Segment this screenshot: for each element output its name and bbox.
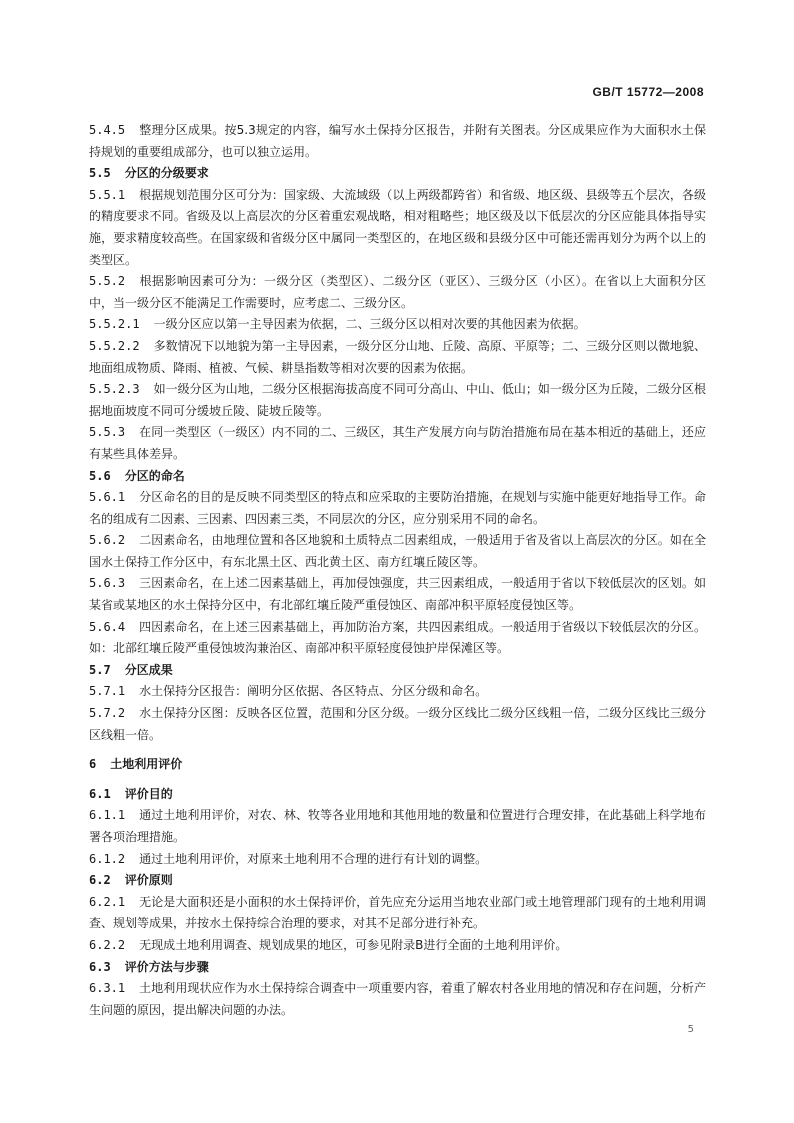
standard-number: GB/T 15772—2008 [592,85,704,99]
clause-text: 分区的命名 [124,468,185,483]
clause-number: 5.6.4 [89,619,126,634]
clause-text: 水土保持分区图：反映各区位置，范围和分区分级。一级分区线比二级分区线粗一倍，二级分区线比三级分区线粗一倍。 [89,706,706,742]
clause-text: 分区的分级要求 [124,166,209,181]
clause-text: 通过土地利用评价，对农、林、牧等各业用地和其他用地的数量和位置进行合理安排，在此基础上科学地布署各项治理措施。 [89,808,706,844]
section-heading [89,754,706,776]
clause-number: 6.2.1 [89,894,126,909]
clause-text: 评价目的 [124,786,173,801]
clause-text: 土地利用现状应作为水土保持综合调查中一项重要内容，着重了解农村各业用地的情况和存在问题，分析产生问题的原因，提出解决问题的办法。 [89,981,706,1017]
page-number: 5 [687,1024,694,1035]
clause-text: 如一级分区为山地，二级分区根据海拔高度不同可分高山、中山、低山；如一级分区为丘陵，二级分区根据地面坡度不同可分缓坡丘陵、陡坡丘陵等。 [89,382,706,418]
clause-text: 二因素命名，由地理位置和各区地貌和土质特点二因素组成，一般适用于省及省以上高层次的分区。如在全国水土保持工作分区中，有东北黑土区、西北黄土区、南方红壤丘陵区等。 [89,533,706,569]
clause-text: 多数情况下以地貌为第一主导因素，一级分区分山地、丘陵、高原、平原等；二、三级分区则以微地貌、地面组成物质、降雨、植被、气候、耕垦指数等相对次要的因素为依据。 [89,338,706,375]
clause-number: 5.5.2.2 [89,338,140,353]
clause-paragraph [89,120,706,163]
clause-text: 分区命名的目的是反映不同类型区的特点和应采取的主要防治措施，在规划与实施中能更好地指导工作。命名的组成有二因素、三因素、四因素三类，不同层次的分区，应分别采用不同的命名。 [89,490,706,526]
clause-number: 6.2.2 [89,937,126,952]
clause-paragraph [89,935,706,957]
clause-paragraph [89,805,706,848]
clause-text: 在同一类型区（一级区）内不同的二、三级区，其生产发展方向与防治措施布局在基本相近的基础上，还应有某些具体差异。 [89,425,706,461]
clause-number: 5.5.1 [89,187,126,202]
clause-text: 分区成果 [124,662,173,677]
clause-number: 5.5.3 [89,425,126,440]
clause-number: 5.6.2 [89,533,126,548]
clause-text: 水土保持分区报告：阐明分区依据、各区特点、分区分级和命名。 [139,684,488,699]
document-body [89,120,706,1021]
clause-number: 5.5 [89,166,111,181]
clause-number: 6.3 [89,959,111,974]
clause-text: 土地利用评价 [110,757,183,772]
clause-number: 5.7.2 [89,706,126,721]
clause-text: 无论是大面积还是小面积的水土保持评价，首先应充分运用当地农业部门或土地管理部门现有的土地利用调查、规划等成果，并按水土保持综合治理的要求，对其不足部分进行补充。 [89,894,706,931]
section-heading [89,660,706,682]
clause-number: 6.1.1 [89,808,126,823]
clause-text: 一级分区应以第一主导因素为依据，二、三级分区以相对次要的其他因素为依据。 [153,317,586,332]
section-heading [89,870,706,892]
clause-text: 评价方法与步骤 [124,959,209,974]
clause-text: 三因素命名，在上述二因素基础上，再加侵蚀强度，共三因素组成，一般适用于省以下较低层次的区划。如某省或某地区的水土保持分区中，有北部红壤丘陵严重侵蚀区、南部冲积平原轻度侵蚀区等。 [89,576,706,613]
clause-number: 5.7.1 [89,684,126,699]
clause-paragraph [89,271,706,314]
section-heading [89,466,706,488]
clause-text: 四因素命名，在上述三因素基础上，再加防治方案，共四因素组成。一般适用于省级以下较低层次的分区。如：北部红壤丘陵严重侵蚀坡沟兼治区、南部冲积平原轻度侵蚀护岸保滩区等。 [89,619,706,656]
clause-paragraph [89,487,706,530]
clause-paragraph [89,849,706,871]
clause-paragraph [89,617,706,660]
section-heading [89,163,706,185]
clause-paragraph [89,681,706,703]
clause-number: 6.1 [89,786,111,801]
clause-text: 评价原则 [124,873,173,888]
clause-number: 5.6 [89,468,111,483]
clause-number: 5.5.2.1 [89,317,140,332]
clause-paragraph [89,314,706,336]
clause-number: 6.2 [89,873,111,888]
clause-paragraph [89,422,706,465]
clause-paragraph [89,703,706,746]
section-gap [89,776,706,784]
clause-paragraph [89,530,706,573]
clause-number: 6 [89,757,97,772]
section-heading [89,957,706,979]
clause-number: 5.4.5 [89,123,126,137]
section-gap [89,746,706,754]
clause-text: 无现成土地利用调查、规划成果的地区，可参见附录B进行全面的土地利用评价。 [139,937,568,952]
clause-text: 根据影响因素可分为：一级分区（类型区）、二级分区（亚区）、三级分区（小区）。在省以上大面积分区中，当一级分区不能满足工作需要时，应考虑二、三级分区。 [89,274,706,310]
clause-paragraph [89,978,706,1021]
clause-number: 5.5.2 [89,274,126,289]
clause-text: 根据规划范围分区可分为：国家级、大流域级（以上两级都跨省）和省级、地区级、县级等五个层次，各级的精度要求不同。省级及以上高层次的分区着重宏观战略，相对粗略些；地区级及以下低层次的分区应能具体指导实施，要求精度较高些。在国家级和省级分区中属同一类型区的，在地区级和县级分区中可能还需再划分为两个以上的类型区。 [89,187,706,267]
clause-number: 6.3.1 [89,981,126,996]
clause-paragraph [89,379,706,422]
clause-number: 5.6.1 [89,490,126,505]
section-heading [89,784,706,806]
clause-number: 6.1.2 [89,851,126,866]
clause-paragraph [89,336,706,379]
clause-number: 5.7 [89,662,111,677]
clause-paragraph [89,892,706,935]
clause-number: 5.6.3 [89,576,126,591]
clause-text: 整理分区成果。按5.3规定的内容，编写水土保持分区报告，并附有关图表。分区成果应作为大面积水土保持规划的重要组成部分，也可以独立运用。 [89,123,706,159]
clause-number: 5.5.2.3 [89,382,140,397]
clause-paragraph [89,185,706,271]
clause-text: 通过土地利用评价，对原来土地利用不合理的进行有计划的调整。 [139,851,488,866]
clause-paragraph [89,573,706,616]
